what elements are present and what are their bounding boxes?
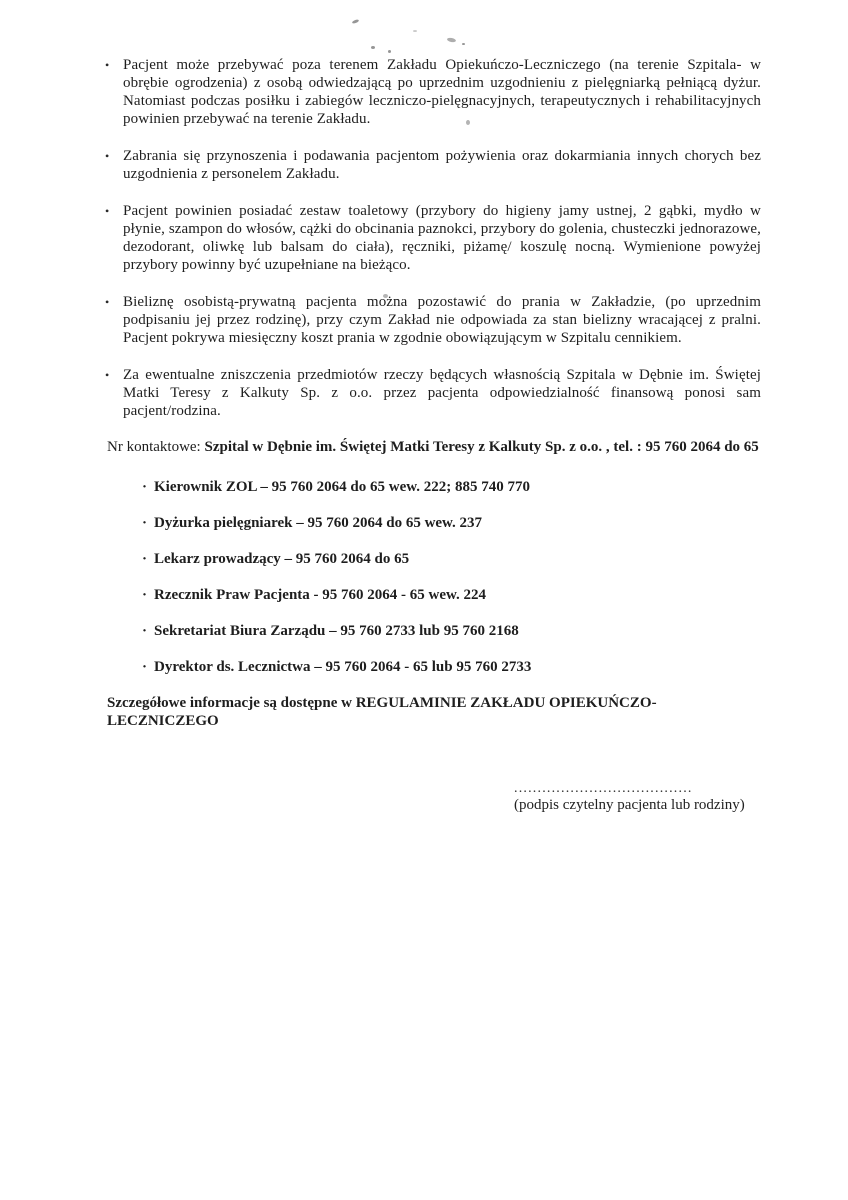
contact-item-text: Rzecznik Praw Pacjenta - 95 760 2064 - 65 wew. 224 [154,587,487,603]
bullet-text: Za ewentualne zniszczenia przedmiotów rzeczy będących własnością Szpitala w Dębnie im. Świętej Matki Teresy z Kalkuty Sp. z o.o. przez pacjenta odpowiedzialność finansową ponosi sam pacjent/rodzina. [123,367,761,419]
bullet-icon: • [105,368,110,382]
bullet-text: Pacjent może przebywać poza terenem Zakładu Opiekuńczo-Leczniczego (na terenie Szpitala- w obrębie ogrodzenia) z osobą odwiedzającą po uprzednim uzgodnieniu z pielęgniarką pełniącą dyżur. Natomiast podczas posiłku i zabiegów leczniczo-pielęgnacyjnych, terapeutycznych i rehabilitacyjnych powinien przebywać na terenie Zakładu. [123,57,761,127]
contact-numbers-label: Nr kontaktowe: [107,439,201,455]
signature-dotted-line: ...................................... [514,781,693,796]
bullet-text: Pacjent powinien posiadać zestaw toaletowy (przybory do higieny jamy ustnej, 2 gąbki, mydło w płynie, szampon do włosów, cążki do obcinania paznokci, przybory do golenia, chusteczki jednorazowe, dezodorant, oliwkę lub balsam do ciała), ręczniki, piżamę/ koszulę nocną. Wymienione powyżej przybory powinny być uzupełniane na bieżąco. [123,203,761,273]
bullet-item [105,147,761,183]
bullet-text: Bieliznę osobistą-prywatną pacjenta można pozostawić do prania w Zakładzie, (po uprzednim podpisaniu jej przez rodzinę), przy czym Zakład nie odpowiada za stan bielizny wracającej z pralni. Pacjent pokrywa miesięczny koszt prania w zgodnie obowiązującym w Szpitalu cennikiem. [123,294,761,346]
contact-item-text: Lekarz prowadzący – 95 760 2064 do 65 [154,551,410,567]
contact-numbers-value: Szpital w Dębnie im. Świętej Matki Teresy z Kalkuty Sp. z o.o. , tel. : 95 760 2064 do 65 [204,439,759,455]
bullet-icon: • [105,58,110,72]
footer-note-emphasis: REGULAMINIE ZAKŁADU OPIEKUŃCZO-LECZNICZEGO [107,695,657,729]
bullet-item [105,366,761,420]
bullet-icon: • [105,295,110,309]
contact-item-text: Kierownik ZOL – 95 760 2064 do 65 wew. 222; 885 740 770 [154,479,530,495]
contact-list [142,478,761,676]
footer-note-prefix: Szczegółowe informacje są dostępne w [107,695,356,711]
scan-artifact [352,19,360,24]
contact-numbers-heading [107,438,761,456]
scan-artifact [413,30,417,32]
contact-item-text: Dyrektor ds. Lecznictwa – 95 760 2064 - 65 lub 95 760 2733 [154,659,532,675]
scan-artifact [447,37,457,43]
signature-caption: (podpis czytelny pacjenta lub rodziny) [514,797,745,813]
dot-marker-icon: · [142,587,148,603]
scan-artifact [388,50,391,53]
bullet-icon: • [105,204,110,218]
bullet-text: Zabrania się przynoszenia i podawania pacjentom pożywienia oraz dokarmiania innych chorych bez uzgodnienia z personelem Zakładu. [123,148,761,182]
bullet-item [105,293,761,347]
contact-item-text: Dyżurka pielęgniarek – 95 760 2064 do 65 wew. 237 [154,515,483,531]
dot-marker-icon: · [142,659,148,675]
footer-note [107,694,761,730]
contact-item [142,550,761,568]
scan-artifact [371,46,375,49]
contact-item [142,658,761,676]
dot-marker-icon: · [142,515,148,531]
bullet-item [105,202,761,274]
dot-marker-icon: · [142,623,148,639]
dot-marker-icon: · [142,479,148,495]
dot-marker-icon: · [142,551,148,567]
bullet-icon: • [105,149,110,163]
contact-item [142,586,761,604]
document-content [105,56,761,814]
signature-block [514,782,761,814]
contact-item [142,478,761,496]
contact-item-text: Sekretariat Biura Zarządu – 95 760 2733 lub 95 760 2168 [154,623,519,639]
scan-artifact [462,43,465,45]
bullet-item [105,56,761,128]
contact-item [142,622,761,640]
contact-item [142,514,761,532]
